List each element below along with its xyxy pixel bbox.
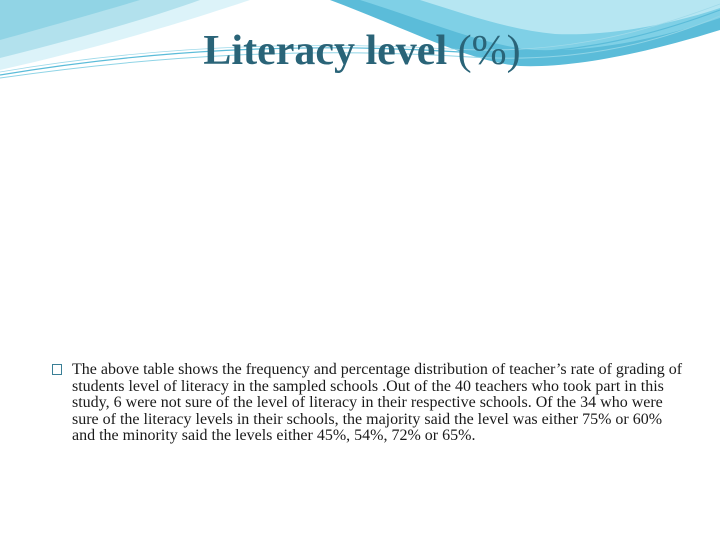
title-text: Literacy level bbox=[203, 28, 448, 74]
bullet-list bbox=[52, 362, 684, 445]
title-suffix: (%) bbox=[457, 28, 521, 74]
square-bullet-icon bbox=[52, 364, 62, 375]
bullet-item bbox=[52, 362, 684, 445]
slide-title bbox=[0, 26, 720, 76]
bullet-text: The above table shows the frequency and percentage distribution of teacher’s rate of grading of students level of literacy in the sampled schools .Out of the 40 teachers who took part in this study, 6 were not sure of the level of literacy in their respective schools. Of the 34 who were sure of the literacy levels in their schools, the majority said the level was either 75% or 60% and the minority said the levels either 45%, 54%, 72% or 65%. bbox=[72, 361, 683, 444]
